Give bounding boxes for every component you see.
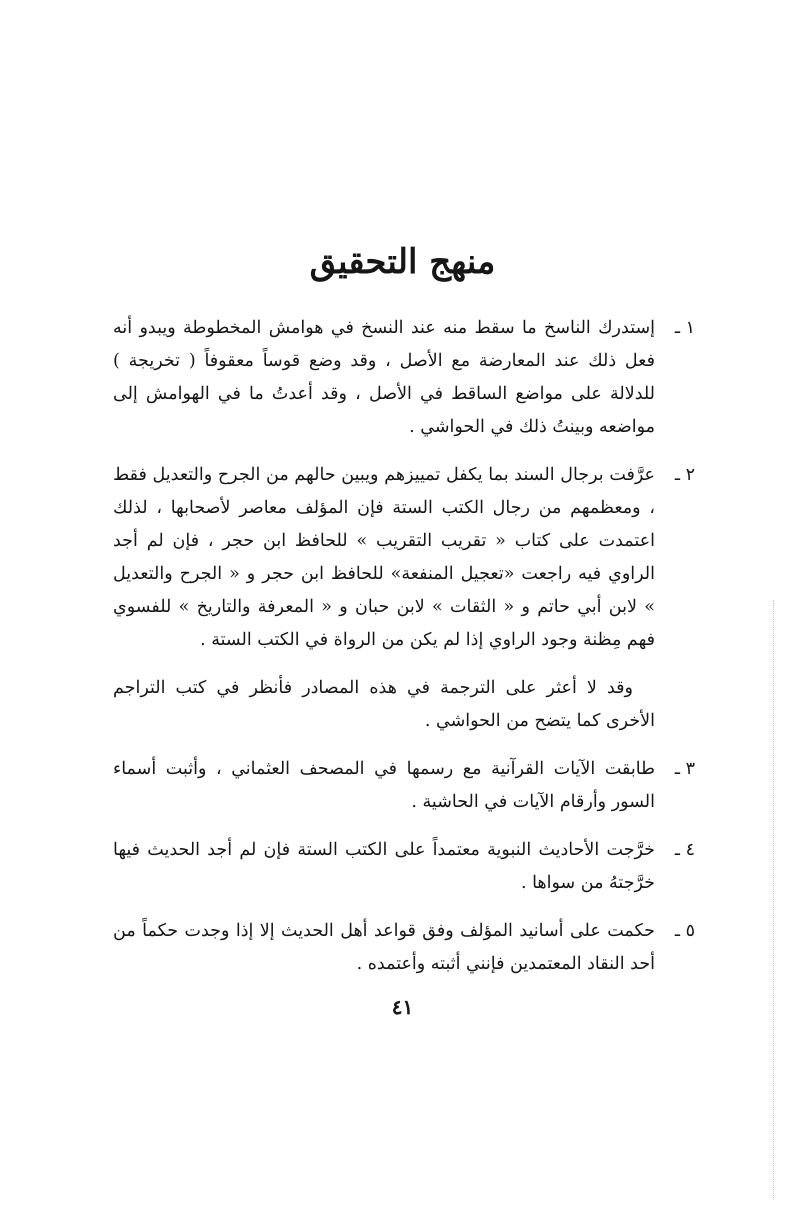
item-number: ٤ ـ: [674, 840, 695, 860]
list-item-5: [113, 915, 695, 981]
list-item-3: [113, 753, 695, 819]
item-number: ٥ ـ: [674, 921, 695, 941]
page-number: ٤١: [391, 995, 414, 1019]
methodology-list: [113, 312, 695, 996]
item-number: ٣ ـ: [674, 759, 695, 779]
item-text: عرَّفت برجال السند بما يكفل تمييزهم ويبين حالهم من الجرح والتعديل فقط ، ومعظمهم من رجال الكتب الستة فإن المؤلف معاصر لأصحابها ، لذلك اعتمدت على كتاب « تقريب التقريب » للحافظ ابن حجر ، فإن لم أجد الراوي فيه راجعت «تعجيل المنفعة» للحافظ ابن حجر و « الجرح والتعديل » لابن أبي حاتم و « الثقات » لابن حبان و « المعرفة والتاريخ » للفسوي فهم مِظنة وجود الراوي إذا لم يكن من الرواة في الكتب الستة .: [113, 465, 655, 650]
item-text: حكمت على أسانيد المؤلف وفق قواعد أهل الحديث إلا إذا وجدت حكماً من أحد النقاد المعتمدين فإنني أثبته وأعتمده .: [113, 921, 655, 974]
item-text: طابقت الآيات القرآنية مع رسمها في المصحف العثماني ، وأثبت أسماء السور وأرقام الآيات في الحاشية .: [113, 759, 655, 812]
page-title: منهج التحقيق: [309, 242, 496, 282]
item-number: ٢ ـ: [674, 465, 695, 485]
item-text: خرَّجت الأحاديث النبوية معتمداً على الكتب الستة فإن لم أجد الحديث فيها خرَّجتهُ من سواها .: [113, 840, 655, 893]
list-item-1: [113, 312, 695, 444]
item-text: إستدرك الناسخ ما سقط منه عند النسخ في هوامش المخطوطة ويبدو أنه فعل ذلك عند المعارضة مع الأصل ، وقد وضع قوساً معقوفاً ( تخريجة ) للدلالة على مواضع الساقط في الأصل ، وقد أعدتُ ما في الهوامش إلى مواضعه وبينتُ ذلك في الحواشي .: [113, 318, 655, 437]
item-number: ١ ـ: [674, 318, 695, 338]
page-edge-line: [773, 600, 774, 1200]
item-note: وقد لا أعثر على الترجمة في هذه المصادر فأنظر في كتب التراجم الأخرى كما يتضح من الحواشي .: [113, 678, 655, 731]
list-item-4: [113, 834, 695, 900]
list-item-2: [113, 459, 695, 738]
